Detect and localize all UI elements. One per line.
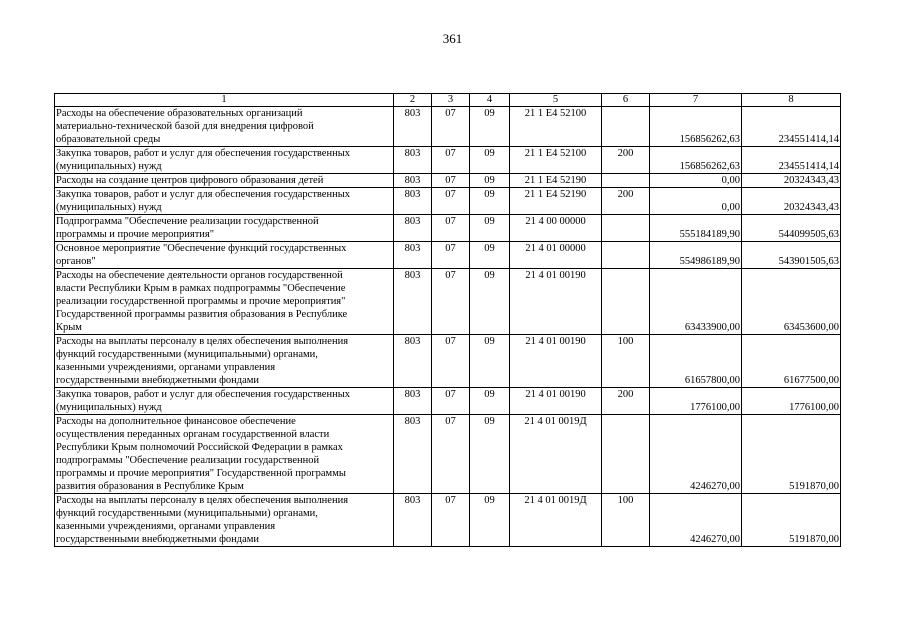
expense-name-cell: Расходы на обеспечение деятельности органов государственной власти Республики Крым в рамках подпрограммы "Обеспечение реализации государственной программы и прочие мероприятия" Государственной программы развития образования в Республике Крым [55, 269, 394, 335]
target-article-cell: 21 1 E4 52190 [510, 174, 602, 188]
amount-year-2-cell: 1776100,00 [742, 388, 841, 415]
section-code-cell: 07 [432, 174, 470, 188]
amount-year-1-cell: 0,00 [650, 174, 742, 188]
amount-year-1-cell: 0,00 [650, 188, 742, 215]
expense-type-cell [602, 107, 650, 147]
amount-year-1-cell: 554986189,90 [650, 242, 742, 269]
amount-year-2-cell: 5191870,00 [742, 415, 841, 494]
section-code-cell: 07 [432, 107, 470, 147]
section-code-cell: 07 [432, 188, 470, 215]
ministry-code-cell: 803 [394, 494, 432, 547]
expense-name-cell: Расходы на дополнительное финансовое обеспечение осуществления переданных органам государственной власти Республики Крым полномочий Российской Федерации в рамках подпрограммы "Обеспечение реализации государственной программы и прочие мероприятия" Государственной программы развития образования в Республике Крым [55, 415, 394, 494]
ministry-code-cell: 803 [394, 107, 432, 147]
ministry-code-cell: 803 [394, 415, 432, 494]
expense-type-cell [602, 269, 650, 335]
ministry-code-cell: 803 [394, 188, 432, 215]
header-cell: 8 [742, 94, 841, 107]
header-cell: 1 [55, 94, 394, 107]
expense-type-cell [602, 415, 650, 494]
target-article-cell: 21 4 01 00000 [510, 242, 602, 269]
expense-name-cell: Закупка товаров, работ и услуг для обеспечения государственных (муниципальных) нужд [55, 388, 394, 415]
amount-year-1-cell: 4246270,00 [650, 415, 742, 494]
amount-year-2-cell: 20324343,43 [742, 188, 841, 215]
amount-year-2-cell: 63453600,00 [742, 269, 841, 335]
expense-name-cell: Закупка товаров, работ и услуг для обеспечения государственных (муниципальных) нужд [55, 188, 394, 215]
amount-year-2-cell: 543901505,63 [742, 242, 841, 269]
header-cell: 3 [432, 94, 470, 107]
table-row [55, 494, 841, 547]
subsection-code-cell: 09 [470, 415, 510, 494]
expense-type-cell [602, 174, 650, 188]
subsection-code-cell: 09 [470, 242, 510, 269]
section-code-cell: 07 [432, 415, 470, 494]
target-article-cell: 21 1 E4 52100 [510, 107, 602, 147]
expense-name-cell: Закупка товаров, работ и услуг для обеспечения государственных (муниципальных) нужд [55, 147, 394, 174]
target-article-cell: 21 1 E4 52100 [510, 147, 602, 174]
ministry-code-cell: 803 [394, 388, 432, 415]
expense-name-cell: Расходы на обеспечение образовательных организаций материально-технической базой для внедрения цифровой образовательной среды [55, 107, 394, 147]
subsection-code-cell: 09 [470, 215, 510, 242]
ministry-code-cell: 803 [394, 174, 432, 188]
amount-year-1-cell: 63433900,00 [650, 269, 742, 335]
subsection-code-cell: 09 [470, 147, 510, 174]
subsection-code-cell: 09 [470, 388, 510, 415]
section-code-cell: 07 [432, 215, 470, 242]
amount-year-1-cell: 1776100,00 [650, 388, 742, 415]
table-row [55, 188, 841, 215]
target-article-cell: 21 4 00 00000 [510, 215, 602, 242]
expense-type-cell: 100 [602, 335, 650, 388]
target-article-cell: 21 4 01 0019Д [510, 415, 602, 494]
table-header-row [55, 94, 841, 107]
expense-type-cell: 200 [602, 147, 650, 174]
ministry-code-cell: 803 [394, 335, 432, 388]
section-code-cell: 07 [432, 494, 470, 547]
target-article-cell: 21 4 01 0019Д [510, 494, 602, 547]
expense-type-cell: 200 [602, 388, 650, 415]
section-code-cell: 07 [432, 388, 470, 415]
target-article-cell: 21 4 01 00190 [510, 388, 602, 415]
expense-name-cell: Расходы на выплаты персоналу в целях обеспечения выполнения функций государственными (муниципальными) органами, казенными учреждениями, органами управления государственными внебюджетными фондами [55, 335, 394, 388]
expense-type-cell: 200 [602, 188, 650, 215]
header-cell: 4 [470, 94, 510, 107]
target-article-cell: 21 1 E4 52190 [510, 188, 602, 215]
table-row [55, 107, 841, 147]
expense-type-cell [602, 215, 650, 242]
ministry-code-cell: 803 [394, 269, 432, 335]
section-code-cell: 07 [432, 335, 470, 388]
subsection-code-cell: 09 [470, 335, 510, 388]
ministry-code-cell: 803 [394, 215, 432, 242]
expense-type-cell: 100 [602, 494, 650, 547]
expense-name-cell: Подпрограмма "Обеспечение реализации государственной программы и прочие мероприятия" [55, 215, 394, 242]
table-row [55, 147, 841, 174]
table-row [55, 242, 841, 269]
table-row [55, 388, 841, 415]
ministry-code-cell: 803 [394, 242, 432, 269]
amount-year-1-cell: 61657800,00 [650, 335, 742, 388]
table-row [55, 269, 841, 335]
header-cell: 2 [394, 94, 432, 107]
subsection-code-cell: 09 [470, 269, 510, 335]
amount-year-2-cell: 234551414,14 [742, 147, 841, 174]
expense-name-cell: Расходы на выплаты персоналу в целях обеспечения выполнения функций государственными (муниципальными) органами, казенными учреждениями, органами управления государственными внебюджетными фондами [55, 494, 394, 547]
header-cell: 5 [510, 94, 602, 107]
table-row [55, 174, 841, 188]
target-article-cell: 21 4 01 00190 [510, 269, 602, 335]
amount-year-1-cell: 156856262,63 [650, 147, 742, 174]
subsection-code-cell: 09 [470, 188, 510, 215]
expense-name-cell: Расходы на создание центров цифрового образования детей [55, 174, 394, 188]
amount-year-1-cell: 4246270,00 [650, 494, 742, 547]
amount-year-1-cell: 555184189,90 [650, 215, 742, 242]
subsection-code-cell: 09 [470, 174, 510, 188]
amount-year-2-cell: 20324343,43 [742, 174, 841, 188]
section-code-cell: 07 [432, 242, 470, 269]
amount-year-2-cell: 544099505,63 [742, 215, 841, 242]
subsection-code-cell: 09 [470, 494, 510, 547]
header-cell: 7 [650, 94, 742, 107]
amount-year-2-cell: 234551414,14 [742, 107, 841, 147]
amount-year-1-cell: 156856262,63 [650, 107, 742, 147]
page-number: 361 [442, 31, 463, 46]
table-row [55, 415, 841, 494]
subsection-code-cell: 09 [470, 107, 510, 147]
ministry-code-cell: 803 [394, 147, 432, 174]
table-row [55, 215, 841, 242]
header-cell: 6 [602, 94, 650, 107]
section-code-cell: 07 [432, 269, 470, 335]
section-code-cell: 07 [432, 147, 470, 174]
expense-name-cell: Основное мероприятие "Обеспечение функций государственных органов" [55, 242, 394, 269]
table-row [55, 335, 841, 388]
amount-year-2-cell: 61677500,00 [742, 335, 841, 388]
expense-type-cell [602, 242, 650, 269]
amount-year-2-cell: 5191870,00 [742, 494, 841, 547]
target-article-cell: 21 4 01 00190 [510, 335, 602, 388]
budget-table [54, 93, 841, 547]
